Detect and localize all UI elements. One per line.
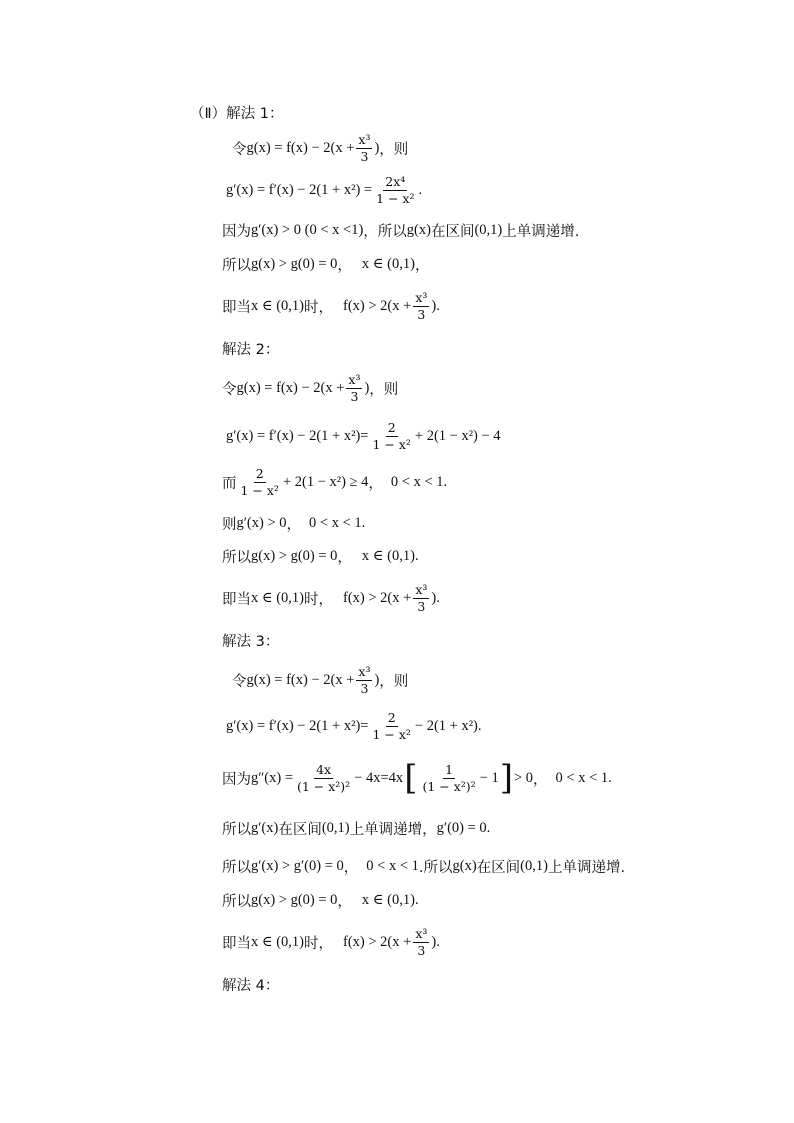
text: ，: [337, 257, 352, 274]
math: − 1: [479, 769, 499, 786]
text: 时，: [304, 591, 334, 608]
math: .: [414, 891, 419, 908]
math: .: [418, 181, 423, 198]
text: 时，: [304, 935, 334, 952]
fraction: [370, 711, 412, 740]
numerator: 2: [255, 466, 264, 482]
math: g′(x) > 0 (0 < x <1): [251, 221, 364, 238]
fraction: [374, 175, 416, 204]
m2-line-2: [226, 416, 501, 456]
math: 0 < x < 1: [366, 857, 419, 874]
math: g(x) > g(0) = 0: [251, 891, 338, 908]
numerator: x³: [415, 290, 428, 306]
text: ，: [368, 475, 383, 492]
denominator: 3: [350, 388, 359, 404]
text: 则: [222, 516, 237, 533]
fraction: [356, 133, 372, 162]
fraction: [239, 467, 281, 496]
m3-line-6: [222, 880, 419, 920]
math: + 2(1 − x²) − 4: [414, 427, 501, 444]
text: ，则: [379, 673, 409, 690]
text: ，: [286, 516, 302, 533]
m1-line-5: [222, 286, 440, 326]
math: f(x) > 2(x +: [343, 589, 412, 606]
math: ): [374, 139, 380, 156]
text: 所以: [222, 821, 251, 838]
text: 而: [222, 475, 237, 492]
text: ，则: [369, 381, 399, 398]
m2-line-3: [222, 462, 447, 502]
text: 即当: [222, 935, 251, 952]
math: g′(x) = f′(x) − 2(1 + x²)=: [226, 427, 369, 444]
math: g(x) = f(x) − 2(x +: [236, 379, 345, 396]
fraction: [420, 763, 477, 792]
math: g(x) > g(0) = 0: [251, 547, 338, 564]
fraction: [370, 421, 412, 450]
math: > 0: [513, 769, 534, 786]
m4-title: [222, 964, 279, 1004]
math: ): [374, 671, 380, 688]
math: x ∈ (0,1): [361, 547, 415, 564]
math: .: [436, 589, 440, 606]
method-title: 解法 4：: [222, 977, 280, 994]
math: .: [443, 473, 448, 490]
math: + 2(1 − x²) ≥ 4: [282, 473, 369, 490]
text: ，所以: [363, 223, 407, 240]
denominator: 1 − x²: [372, 726, 411, 742]
m1-line-2: [226, 170, 422, 210]
denominator: 3: [417, 598, 426, 614]
numerator: x³: [358, 664, 371, 680]
m2-line-6: [222, 578, 440, 618]
math: g(x) = f(x) − 2(x +: [246, 671, 355, 688]
text: 因为: [222, 223, 251, 240]
math: ): [431, 933, 437, 950]
math: .: [486, 819, 491, 836]
text: 因为: [222, 771, 251, 788]
numerator: x³: [348, 372, 361, 388]
numerator: 4x: [316, 762, 332, 778]
math: f(x) > 2(x +: [343, 933, 412, 950]
method-title: 解法 3：: [222, 633, 280, 650]
denominator: (1 − x²)²: [422, 778, 476, 794]
denominator: 3: [417, 306, 426, 322]
fraction: [413, 583, 429, 612]
math: .: [477, 717, 482, 734]
m2-line-5: [222, 536, 419, 576]
math: x ∈ (0,1): [361, 891, 415, 908]
m3-line-3: [222, 758, 612, 798]
m2-title: [222, 328, 279, 368]
math: (0,1): [321, 819, 350, 836]
math: .: [414, 547, 419, 564]
m3-line-1: [232, 660, 408, 700]
text: 令: [232, 673, 247, 690]
math: .: [608, 769, 612, 786]
text: 上单调递增，: [349, 821, 437, 838]
fraction: [346, 373, 362, 402]
fraction: [413, 927, 429, 956]
math: 0 < x < 1: [390, 473, 444, 490]
m1-line-4: [222, 244, 429, 284]
math: g″(x) =: [251, 769, 293, 786]
text: 即当: [222, 299, 251, 316]
math: g′(x) > g′(0) = 0: [251, 857, 344, 874]
m2-line-1: [222, 368, 398, 408]
numerator: 1: [445, 762, 454, 778]
text: 在区间: [278, 821, 322, 838]
text: ，: [337, 893, 352, 910]
right-bracket: ]: [499, 758, 513, 798]
numerator: x³: [415, 582, 428, 598]
text: ，: [414, 257, 430, 274]
math: x ∈ (0,1): [251, 589, 305, 606]
m3-line-7: [222, 922, 440, 962]
math: .: [436, 933, 440, 950]
math: (0,1): [520, 857, 548, 874]
numerator: 2x⁴: [385, 174, 406, 190]
denominator: 3: [360, 148, 369, 164]
text: ，则: [379, 141, 409, 158]
math: g′(x) = f′(x) − 2(1 + x²)=: [226, 717, 369, 734]
left-bracket: [: [404, 758, 418, 798]
math: .: [361, 514, 366, 531]
text: 令: [232, 141, 247, 158]
denominator: 3: [417, 942, 426, 958]
m3-line-2: [226, 706, 482, 746]
m3-title: [222, 620, 279, 660]
method-title: 解法 2：: [222, 341, 280, 358]
numerator: x³: [358, 132, 371, 148]
fraction: [413, 291, 429, 320]
math: x ∈ (0,1): [251, 933, 305, 950]
text: ，: [533, 771, 548, 788]
text: .所以: [418, 859, 453, 876]
numerator: 2: [387, 710, 396, 726]
part-label: （Ⅱ）解法 1：: [190, 105, 284, 122]
numerator: 2: [387, 420, 396, 436]
text: 在区间: [476, 859, 521, 876]
math: g′(x) > 0: [236, 514, 287, 531]
text: 所以: [222, 257, 251, 274]
math: g(x): [406, 221, 431, 238]
denominator: 1 − x²: [240, 482, 279, 498]
part-heading: [190, 92, 283, 132]
math: 0 < x < 1: [309, 514, 362, 531]
math: 0 < x < 1: [555, 769, 609, 786]
math: − 4x=4x: [354, 769, 404, 786]
text: 令: [222, 381, 237, 398]
m1-line-1: [232, 128, 408, 168]
math: x ∈ (0,1): [361, 255, 415, 272]
math: .: [436, 297, 440, 314]
text: 上单调递增.: [547, 859, 626, 876]
fraction: [295, 763, 352, 792]
text: ，: [337, 549, 352, 566]
fraction: [356, 665, 372, 694]
math: g′(0) = 0: [436, 819, 487, 836]
math: g′(x) = f′(x) − 2(1 + x²) =: [226, 181, 373, 198]
math: x ∈ (0,1): [251, 297, 305, 314]
math: g(x) = f(x) − 2(x +: [246, 139, 355, 156]
text: 时，: [304, 299, 334, 316]
m3-line-4: [222, 808, 490, 848]
denominator: (1 − x²)²: [297, 778, 351, 794]
math: − 2(1 + x²): [414, 717, 478, 734]
denominator: 1 − x²: [376, 190, 415, 206]
text: ，: [343, 859, 359, 876]
math: g(x): [452, 857, 477, 874]
math: g(x) > g(0) = 0: [251, 255, 338, 272]
math: f(x) > 2(x +: [343, 297, 412, 314]
denominator: 3: [360, 680, 369, 696]
numerator: x³: [415, 926, 428, 942]
math: ): [364, 379, 370, 396]
text: 所以: [222, 893, 251, 910]
text: 所以: [222, 859, 251, 876]
math: g′(x): [251, 819, 279, 836]
text: 即当: [222, 591, 251, 608]
denominator: 1 − x²: [372, 436, 411, 452]
text: 上单调递增.: [502, 223, 580, 240]
math: ): [431, 297, 437, 314]
text: 在区间: [430, 223, 475, 240]
math: ): [431, 589, 437, 606]
text: 所以: [222, 549, 251, 566]
math: (0,1): [474, 221, 503, 238]
